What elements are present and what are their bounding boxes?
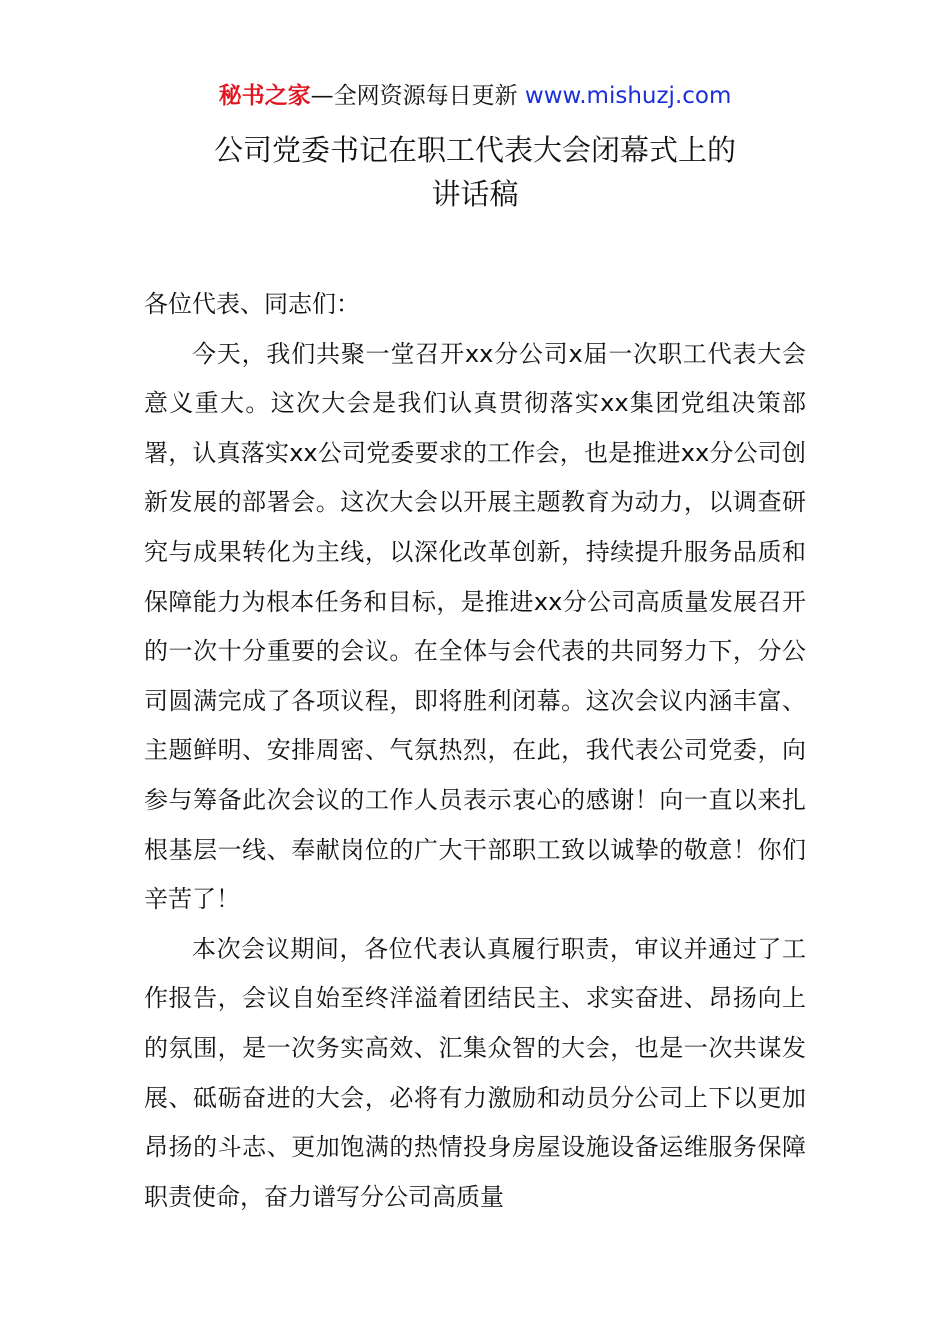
title-line-1: 公司党委书记在职工代表大会闭幕式上的 <box>213 133 736 167</box>
site-header <box>0 80 950 112</box>
brand-name: 秘书之家 <box>218 83 311 109</box>
document-body <box>144 280 806 1222</box>
paragraph-2: 本次会议期间，各位代表认真履行职责，审议并通过了工作报告，会议自始至终洋溢着团结民主、求实奋进、昂扬向上的氛围，是一次务实高效、汇集众智的大会，也是一次共谋发展、砥砺奋进的大会，必将有力激励和动员分公司上下以更加昂扬的斗志、更加饱满的热情投身房屋设施设备运维服务保障职责使命，奋力谱写分公司高质量 <box>144 934 806 1211</box>
document-title <box>0 128 950 216</box>
header-tagline: —全网资源每日更新 <box>310 83 525 109</box>
site-url-link[interactable]: www.mishuzj.com <box>524 83 732 109</box>
paragraph-1: 今天，我们共聚一堂召开xx分公司x届一次职工代表大会意义重大。这次大会是我们认真贯彻落实xx集团党组决策部署，认真落实xx公司党委要求的工作会，也是推进xx分公司创新发展的部署会。这次大会以开展主题教育为动力，以调查研究与成果转化为主线，以深化改革创新，持续提升服务品质和保障能力为根本任务和目标，是推进xx分公司高质量发展召开的一次十分重要的会议。在全体与会代表的共同努力下，分公司圆满完成了各项议程，即将胜利闭幕。这次会议内涵丰富、主题鲜明、安排周密、气氛热烈，在此，我代表公司党委，向参与筹备此次会议的工作人员表示衷心的感谢！向一直以来扎根基层一线、奉献岗位的广大干部职工致以诚挚的敬意！你们辛苦了！ <box>144 339 806 914</box>
title-line-2: 讲话稿 <box>431 177 519 211</box>
salutation: 各位代表、同志们： <box>144 290 360 318</box>
